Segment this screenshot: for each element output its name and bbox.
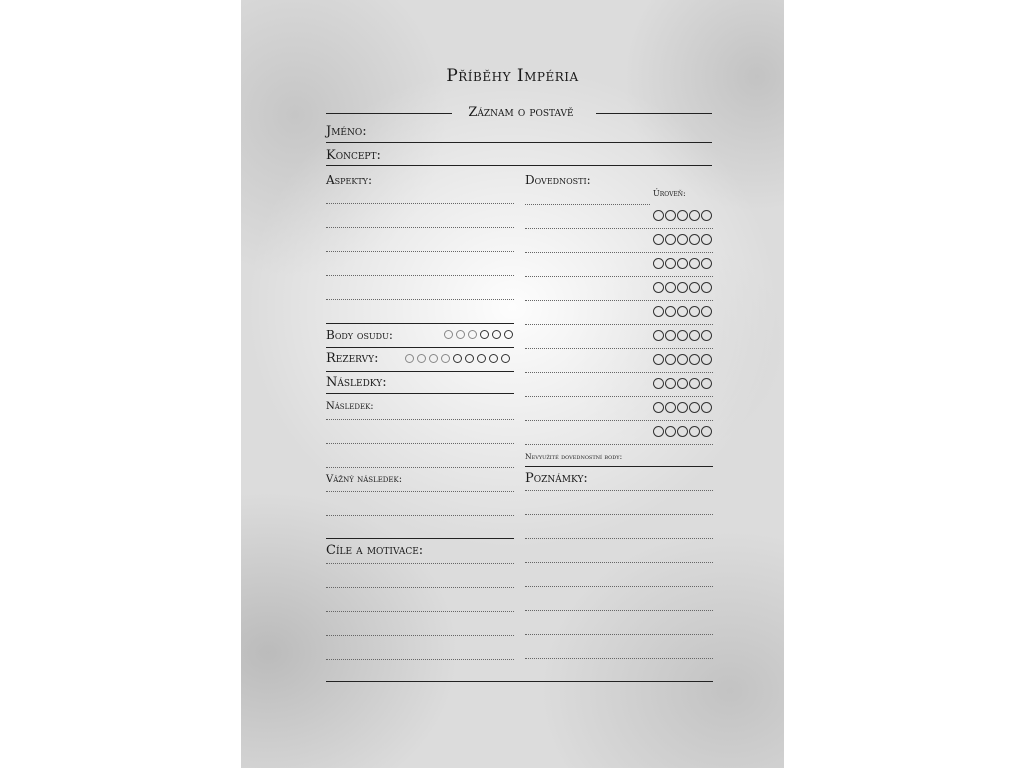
fate-points-rule xyxy=(326,323,514,324)
skill-level-circle[interactable] xyxy=(653,378,664,389)
skill-level-circle[interactable] xyxy=(701,402,712,413)
notes-line[interactable] xyxy=(525,610,713,611)
aspect-line[interactable] xyxy=(326,299,514,300)
goals-rule xyxy=(326,538,514,539)
fate-point-circle[interactable] xyxy=(504,330,513,339)
skill-level-circle[interactable] xyxy=(689,210,700,221)
skill-line[interactable] xyxy=(525,396,713,397)
fate-point-circle[interactable] xyxy=(444,330,453,339)
skill-level-circles[interactable] xyxy=(653,282,713,294)
consequence-line[interactable] xyxy=(326,467,514,468)
reserve-circle[interactable] xyxy=(465,354,474,363)
skill-level-circles[interactable] xyxy=(653,306,713,318)
subtitle-rule-right xyxy=(596,113,712,114)
concept-field[interactable] xyxy=(326,165,712,166)
skill-level-circle[interactable] xyxy=(677,282,688,293)
notes-label: Poznámky: xyxy=(525,471,588,486)
fate-point-circle[interactable] xyxy=(456,330,465,339)
consequences-field[interactable] xyxy=(326,393,514,394)
name-field[interactable] xyxy=(326,142,712,143)
skill-level-circles[interactable] xyxy=(653,426,713,438)
fate-point-circle[interactable] xyxy=(480,330,489,339)
skill-level-circle[interactable] xyxy=(665,330,676,341)
skill-line[interactable] xyxy=(525,420,713,421)
reserve-circle[interactable] xyxy=(405,354,414,363)
reserve-circle[interactable] xyxy=(417,354,426,363)
skill-level-circles[interactable] xyxy=(653,354,713,366)
skill-level-circle[interactable] xyxy=(653,282,664,293)
goals-line[interactable] xyxy=(326,635,514,636)
skill-line[interactable] xyxy=(525,276,713,277)
name-label: Jméno: xyxy=(326,124,367,139)
reserve-circle[interactable] xyxy=(441,354,450,363)
skill-level-circle[interactable] xyxy=(689,306,700,317)
notes-line[interactable] xyxy=(525,658,713,659)
skill-level-circle[interactable] xyxy=(653,426,664,437)
reserves-label: Rezervy: xyxy=(326,351,379,366)
skill-level-circle[interactable] xyxy=(689,402,700,413)
fate-points-label: Body osudu: xyxy=(326,328,393,342)
fate-points-circles[interactable] xyxy=(444,330,514,340)
reserve-circle[interactable] xyxy=(477,354,486,363)
skill-line[interactable] xyxy=(525,300,713,301)
level-label: Úroveň: xyxy=(653,189,686,198)
skill-level-circle[interactable] xyxy=(665,402,676,413)
reserve-circle[interactable] xyxy=(489,354,498,363)
skill-level-circle[interactable] xyxy=(689,378,700,389)
skill-level-circle[interactable] xyxy=(689,282,700,293)
skill-level-circle[interactable] xyxy=(701,258,712,269)
skill-level-circle[interactable] xyxy=(665,354,676,365)
aspect-line[interactable] xyxy=(326,227,514,228)
skill-level-circle[interactable] xyxy=(689,330,700,341)
skill-level-circle[interactable] xyxy=(689,354,700,365)
notes-line[interactable] xyxy=(525,538,713,539)
skill-level-circle[interactable] xyxy=(677,402,688,413)
skill-line[interactable] xyxy=(525,372,713,373)
fate-point-circle[interactable] xyxy=(468,330,477,339)
consequence-label: Následek: xyxy=(326,401,374,412)
reserve-circle[interactable] xyxy=(501,354,510,363)
notes-line[interactable] xyxy=(525,634,713,635)
skill-level-circle[interactable] xyxy=(653,210,664,221)
skill-level-circles[interactable] xyxy=(653,258,713,270)
skill-level-circle[interactable] xyxy=(653,354,664,365)
goals-line[interactable] xyxy=(326,659,514,660)
concept-label: Koncept: xyxy=(326,148,381,163)
skill-level-circle[interactable] xyxy=(653,234,664,245)
skill-level-circle[interactable] xyxy=(701,210,712,221)
consequences-label: Následky: xyxy=(326,375,387,390)
skill-level-circle[interactable] xyxy=(689,426,700,437)
consequence-line[interactable] xyxy=(326,443,514,444)
severe-consequence-line[interactable] xyxy=(326,515,514,516)
skill-level-circles[interactable] xyxy=(653,210,713,222)
skill-level-circle[interactable] xyxy=(677,354,688,365)
goals-label: Cíle a motivace: xyxy=(326,543,424,558)
skill-line[interactable] xyxy=(525,444,713,445)
skill-level-circles[interactable] xyxy=(653,378,713,390)
notes-line[interactable] xyxy=(525,586,713,587)
subtitle-rule-left xyxy=(326,113,452,114)
goals-line[interactable] xyxy=(326,587,514,588)
character-sheet-page xyxy=(241,0,784,768)
skills-label: Dovednosti: xyxy=(525,173,591,187)
skill-level-circle[interactable] xyxy=(653,306,664,317)
skill-level-circle[interactable] xyxy=(689,258,700,269)
skill-level-circle[interactable] xyxy=(665,306,676,317)
skill-level-circles[interactable] xyxy=(653,234,713,246)
skill-level-circles[interactable] xyxy=(653,330,713,342)
skill-level-circle[interactable] xyxy=(701,354,712,365)
skill-line[interactable] xyxy=(525,324,713,325)
skill-level-circles[interactable] xyxy=(653,402,713,414)
skill-level-circle[interactable] xyxy=(701,306,712,317)
skill-level-circle[interactable] xyxy=(665,378,676,389)
notes-line[interactable] xyxy=(525,490,713,491)
notes-line[interactable] xyxy=(525,562,713,563)
aspect-line[interactable] xyxy=(326,251,514,252)
goals-line[interactable] xyxy=(326,611,514,612)
skill-line[interactable] xyxy=(525,204,650,205)
skill-level-circle[interactable] xyxy=(677,426,688,437)
reserve-circle[interactable] xyxy=(429,354,438,363)
skill-level-circle[interactable] xyxy=(677,306,688,317)
skill-level-circle[interactable] xyxy=(665,258,676,269)
skill-level-circle[interactable] xyxy=(689,234,700,245)
sheet-title: Příběhy Impéria xyxy=(446,66,579,86)
unused-skill-points-label: Nevyužité dovednostní body: xyxy=(525,452,623,461)
skill-list xyxy=(525,204,715,444)
skill-level-circle[interactable] xyxy=(701,330,712,341)
skill-level-circle[interactable] xyxy=(701,234,712,245)
unused-skill-points-field[interactable] xyxy=(525,466,713,467)
skill-level-circle[interactable] xyxy=(665,210,676,221)
skill-level-circle[interactable] xyxy=(665,426,676,437)
skill-level-circle[interactable] xyxy=(701,378,712,389)
skill-level-circle[interactable] xyxy=(701,426,712,437)
skill-level-circle[interactable] xyxy=(653,330,664,341)
severe-consequence-line[interactable] xyxy=(326,491,514,492)
skill-line[interactable] xyxy=(525,348,713,349)
skill-level-circle[interactable] xyxy=(677,210,688,221)
bottom-rule xyxy=(326,681,713,682)
sheet-subtitle: Záznam o postavě xyxy=(468,105,574,120)
skill-level-circle[interactable] xyxy=(665,282,676,293)
skill-level-circle[interactable] xyxy=(653,258,664,269)
consequence-line[interactable] xyxy=(326,419,514,420)
severe-consequence-label: Vážný následek: xyxy=(326,474,403,485)
skill-level-circle[interactable] xyxy=(653,402,664,413)
skill-level-circle[interactable] xyxy=(677,234,688,245)
aspect-line[interactable] xyxy=(326,203,514,204)
notes-line[interactable] xyxy=(525,514,713,515)
reserve-circle[interactable] xyxy=(453,354,462,363)
goals-line[interactable] xyxy=(326,563,514,564)
fate-point-circle[interactable] xyxy=(492,330,501,339)
skill-level-circle[interactable] xyxy=(701,282,712,293)
skill-line[interactable] xyxy=(525,252,713,253)
skill-line[interactable] xyxy=(525,228,713,229)
skill-level-circle[interactable] xyxy=(677,330,688,341)
reserves-rule xyxy=(326,347,514,348)
skill-level-circle[interactable] xyxy=(677,378,688,389)
aspects-label: Aspekty: xyxy=(326,173,373,187)
skill-level-circle[interactable] xyxy=(665,234,676,245)
reserves-circles[interactable] xyxy=(405,354,515,364)
skill-level-circle[interactable] xyxy=(677,258,688,269)
aspect-line[interactable] xyxy=(326,275,514,276)
consequences-rule xyxy=(326,371,514,372)
